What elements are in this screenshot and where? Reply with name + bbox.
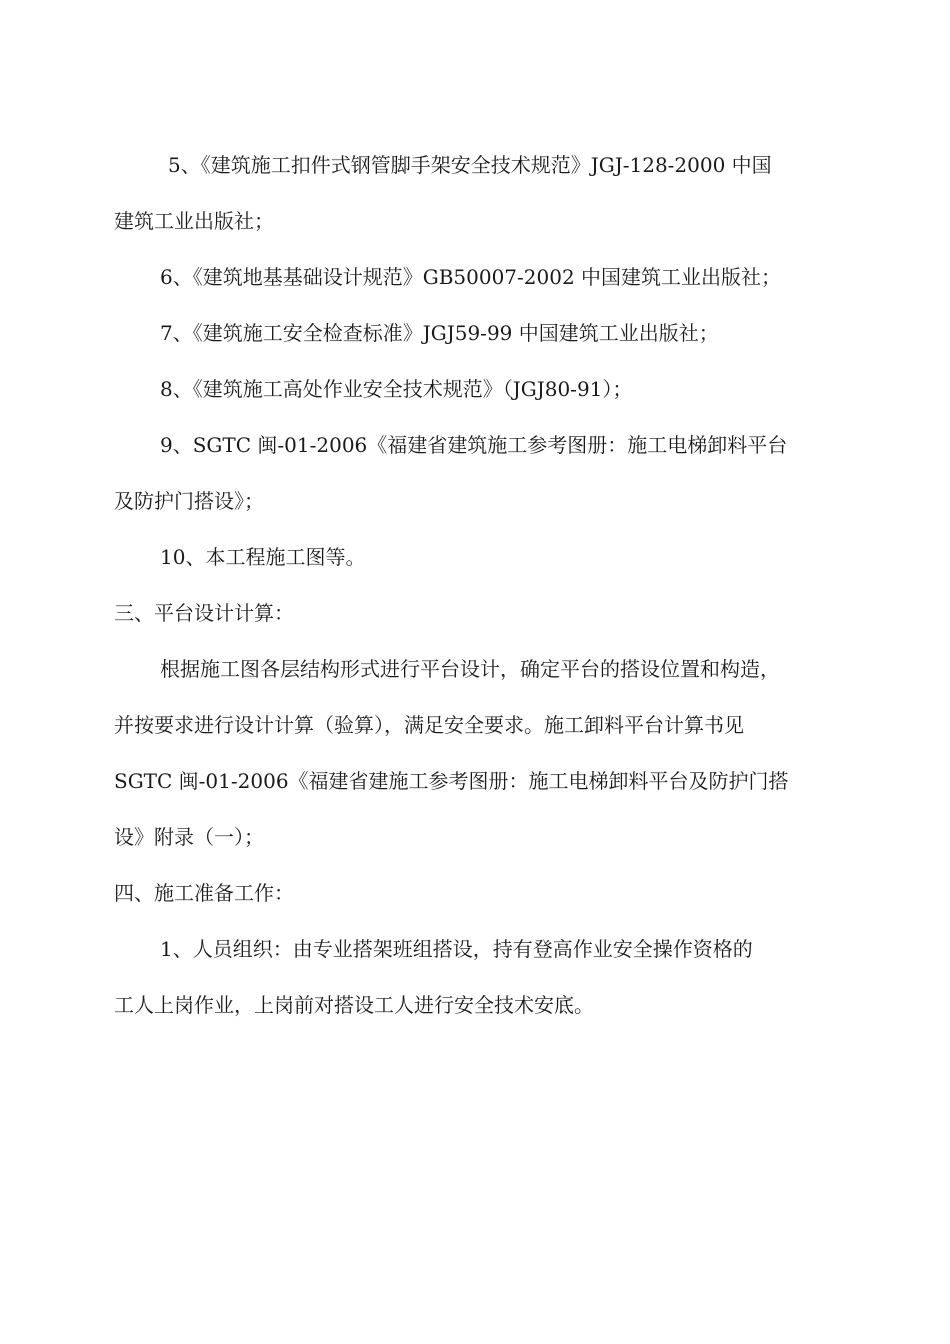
text-line: 9、SGTC 闽-01-2006《福建省建筑施工参考图册：施工电梯卸料平台 bbox=[160, 433, 788, 457]
text-line: 并按要求进行设计计算（验算），满足安全要求。施工卸料平台计算书见 bbox=[114, 713, 744, 737]
text-line: 7、《建筑施工安全检查标准》JGJ59-99 中国建筑工业出版社； bbox=[160, 321, 719, 345]
text-line: 1、人员组织：由专业搭架班组搭设，持有登高作业安全操作资格的 bbox=[160, 937, 753, 961]
section-heading: 四、施工准备工作： bbox=[114, 881, 294, 905]
text-line: 根据施工图各层结构形式进行平台设计，确定平台的搭设位置和构造， bbox=[160, 657, 780, 681]
text-line: SGTC 闽-01-2006《福建省建施工参考图册：施工电梯卸料平台及防护门搭 bbox=[114, 769, 789, 793]
text-line: 6、《建筑地基基础设计规范》GB50007-2002 中国建筑工业出版社； bbox=[160, 265, 782, 289]
text-line: 设》附录（一）； bbox=[114, 825, 264, 849]
text-line: 5、《建筑施工扣件式钢管脚手架安全技术规范》JGJ-128-2000 中国 bbox=[168, 153, 772, 177]
text-line: 10、本工程施工图等。 bbox=[160, 545, 366, 569]
text-line: 工人上岗作业，上岗前对搭设工人进行安全技术安底。 bbox=[114, 993, 594, 1017]
text-line: 8、《建筑施工高处作业安全技术规范》（JGJ80-91）； bbox=[160, 377, 633, 401]
text-line: 建筑工业出版社； bbox=[114, 209, 274, 233]
text-line: 及防护门搭设》； bbox=[114, 489, 264, 513]
section-heading: 三、平台设计计算： bbox=[114, 601, 294, 625]
